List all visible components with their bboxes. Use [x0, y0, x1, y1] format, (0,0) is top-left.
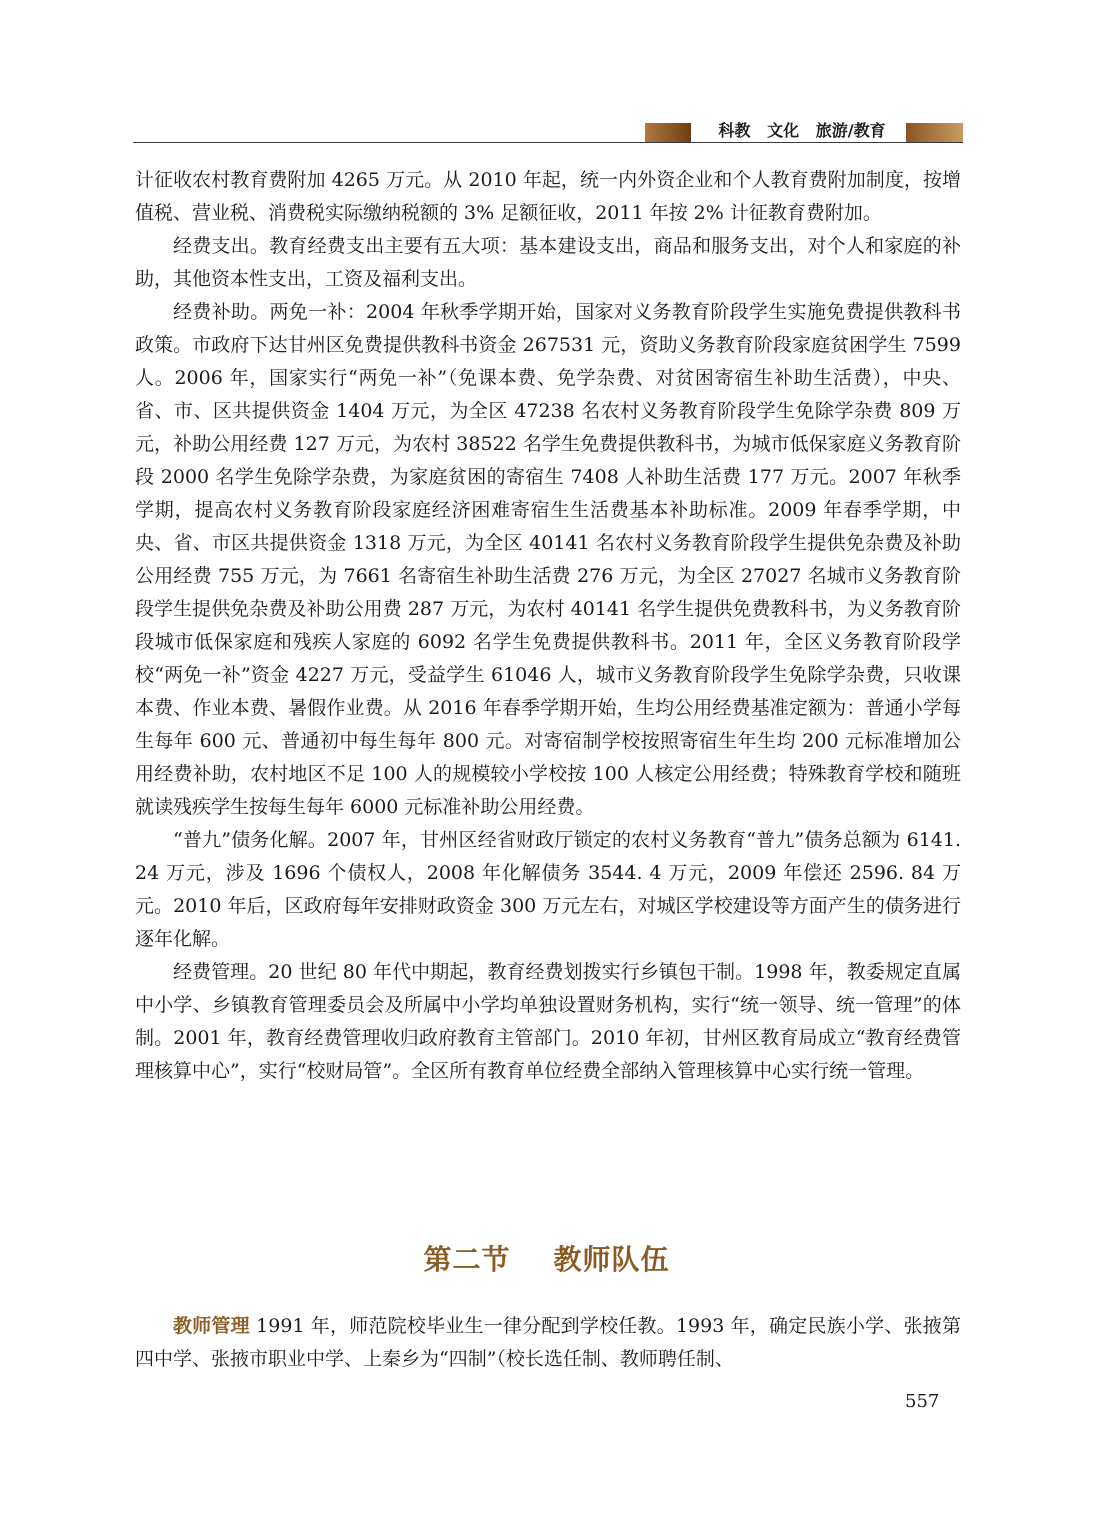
paragraph-management: 经费管理。20 世纪 80 年代中期起，教育经费划拨实行乡镇包干制。1998 年，教委规定直属中小学、乡镇教育管理委员会及所属中小学均单独设置财务机构，实行“统一领导、统一管理”的体制。2001 年，教育经费管理收归政府教育主管部门。2010 年初，甘州区教育局成立“教育经费管理核算中心”，实行“校财局管”。全区所有教育单位经费全部纳入管理核算中心实行统一管理。: [135, 961, 961, 1082]
lead-term: 教师管理: [173, 1315, 250, 1337]
paragraph-subsidy: 经费补助。两免一补：2004 年秋季学期开始，国家对义务教育阶段学生实施免费提供教科书政策。市政府下达甘州区免费提供教科书资金 267531 元，资助义务教育阶段家庭贫困学生 7599 人。2006 年，国家实行“两免一补”（免课本费、免学杂费、对贫困寄宿生补助生活费），中央、省、市、区共提供资金 1404 万元，为全区 47238 名农村义务教育阶段学生免除学杂费 809 万元，补助公用经费 127 万元，为农村 38522 名学生免费提供教科书，为城市低保家庭义务教育阶段 2000 名学生免除学杂费，为家庭贫困的寄宿生 7408 人补助生活费 177 万元。2007 年秋季学期，提高农村义务教育阶段家庭经济困难寄宿生生活费基本补助标准。2009 年春季学期，中央、省、市区共提供资金 1318 万元，为全区 40141 名农村义务教育阶段学生提供免杂费及补助公用经费 755 万元，为 7661 名寄宿生补助生活费 276 万元，为全区 27027 名城市义务教育阶段学生提供免杂费及补助公用费 287 万元，为农村 40141 名学生提供免费教科书，为义务教育阶段城市低保家庭和残疾人家庭的 6092 名学生免费提供教科书。2011 年，全区义务教育阶段学校“两免一补”资金 4227 万元，受益学生 61046 人，城市义务教育阶段学生免除学杂费，只收课本费、作业本费、暑假作业费。从 2016 年春季学期开始，生均公用经费基准定额为：普通小学每生每年 600 元、普通初中每生每年 800 元。对寄宿制学校按照寄宿生年生均 200 元标准增加公用经费补助，农村地区不足 100 人的规模较小学校按 100 人核定公用经费；特殊教育学校和随班就读残疾学生按每生每年 6000 元标准补助公用经费。: [135, 301, 961, 818]
section-paragraph-text: 1991 年，师范院校毕业生一律分配到学校任教。1993 年，确定民族小学、张掖第四中学、张掖市职业中学、上秦乡为“四制”（校长选任制、教师聘任制、: [135, 1315, 961, 1370]
page-number: 557: [905, 1391, 940, 1412]
running-header-title: 科教 文化 旅游∕教育: [718, 121, 886, 140]
body-text: [135, 164, 961, 1088]
paragraph-expenditure: 经费支出。教育经费支出主要有五大项：基本建设支出，商品和服务支出，对个人和家庭的补助，其他资本性支出，工资及福利支出。: [135, 235, 961, 290]
section-paragraph: [135, 1310, 961, 1376]
section-heading: 第二节 教师队伍: [423, 1243, 670, 1276]
header-decoration-right: [906, 123, 963, 142]
paragraph-continued: 计征收农村教育费附加 4265 万元。从 2010 年起，统一内外资企业和个人教育费附加制度，按增值税、营业税、消费税实际缴纳税额的 3% 足额征收，2011 年按 2% 计征教育费附加。: [135, 169, 961, 224]
header-decoration-left: [645, 123, 691, 142]
paragraph-debt: “普九”债务化解。2007 年，甘州区经省财政厅锁定的农村义务教育“普九”债务总额为 6141. 24 万元，涉及 1696 个债权人，2008 年化解债务 3544. 4 万元，2009 年偿还 2596. 84 万元。2010 年后，区政府每年安排财政资金 300 万元左右，对城区学校建设等方面产生的债务进行逐年化解。: [135, 829, 961, 950]
header-rule: [133, 142, 963, 143]
